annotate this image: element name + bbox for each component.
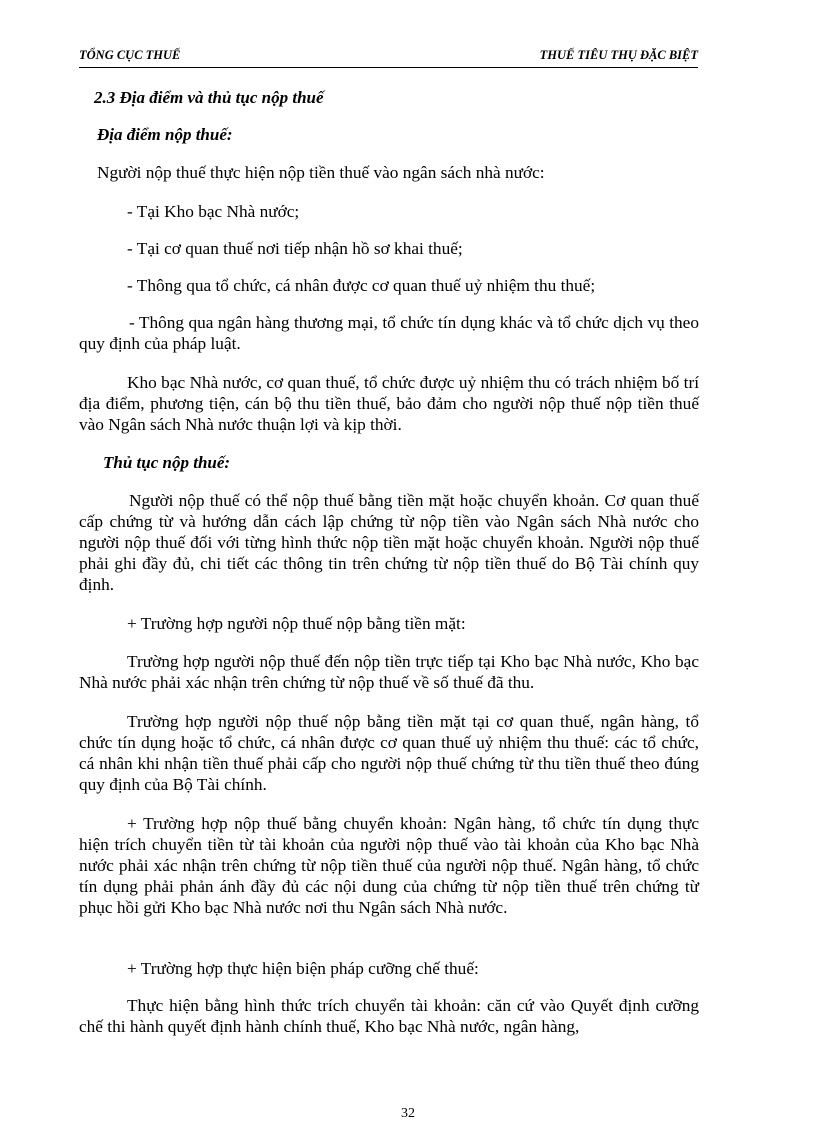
place-bullet: - Tại Kho bạc Nhà nước; [127,202,300,221]
procedure-heading: Thủ tục nộp thuế: [103,453,231,472]
place-bullet: - Thông qua tổ chức, cá nhân được cơ quan thuế uỷ nhiệm thu thuế; [127,276,596,295]
page-header [79,47,698,68]
header-chapter: THUẾ TIÊU THỤ ĐẶC BIỆT [539,48,698,62]
enforce-paragraph: Thực hiện bằng hình thức trích chuyển tài khoản: căn cứ vào Quyết định cưỡng chế thi hành quyết định hành chính thuế, Kho bạc Nhà nước, ngân hàng, [79,996,699,1036]
transfer-paragraph: + Trường hợp nộp thuế bằng chuyển khoản: Ngân hàng, tổ chức tín dụng thực hiện trích chuyển tiền từ tài khoản của người nộp thuế vào tài khoản của Kho bạc Nhà nước phải xác nhận trên chứng từ nộp tiền thuế của người nộp thuế. Ngân hàng, tổ chức tín dụng phải phản ánh đầy đủ các nội dung của chứng từ nộp tiền thuế trên chứng từ phục hồi gửi Kho bạc Nhà nước nơi thu Ngân sách Nhà nước. [79,814,699,917]
header-org: TỔNG CỤC THUẾ [79,48,181,62]
cash-heading: + Trường hợp người nộp thuế nộp bằng tiền mặt: [127,614,466,633]
place-note: Kho bạc Nhà nước, cơ quan thuế, tổ chức được uỷ nhiệm thu có trách nhiệm bố trí địa điểm, phương tiện, cán bộ thu tiền thuế, bảo đảm cho người nộp thuế nộp tiền thuế vào Ngân sách Nhà nước thuận lợi và kịp thời. [79,373,699,434]
cash-paragraph-1: Trường hợp người nộp thuế đến nộp tiền trực tiếp tại Kho bạc Nhà nước, Kho bạc Nhà nước phải xác nhận trên chứng từ nộp thuế về số thuế đã thu. [79,652,699,692]
place-intro: Người nộp thuế thực hiện nộp tiền thuế vào ngân sách nhà nước: [97,163,545,182]
procedure-paragraph: Người nộp thuế có thể nộp thuế bằng tiền mặt hoặc chuyển khoản. Cơ quan thuế cấp chứng từ và hướng dẫn cách lập chứng từ nộp tiền vào Ngân sách Nhà nước cho người nộp thuế đối với từng hình thức nộp tiền mặt hoặc chuyển khoản. Người nộp thuế phải ghi đầy đủ, chi tiết các thông tin trên chứng từ nộp tiền thuế do Bộ Tài chính quy định. [79,491,699,594]
place-bullet: - Thông qua ngân hàng thương mại, tổ chức tín dụng khác và tổ chức dịch vụ theo quy định của pháp luật. [79,313,699,353]
cash-paragraph-2: Trường hợp người nộp thuế nộp bằng tiền mặt tại cơ quan thuế, ngân hàng, tổ chức tín dụng hoặc tổ chức, cá nhân được cơ quan thuế uỷ nhiệm thu thuế: các tổ chức, cá nhân khi nhận tiền thuế phải cấp cho người nộp thuế chứng từ thu tiền thuế theo đúng quy định của Bộ Tài chính. [79,712,699,794]
section-title: 2.3 Địa điểm và thủ tục nộp thuế [94,88,324,107]
place-heading: Địa điểm nộp thuế: [97,125,233,144]
page-number: 32 [401,1106,415,1121]
enforce-heading: + Trường hợp thực hiện biện pháp cưỡng chế thuế: [127,959,479,978]
place-bullet: - Tại cơ quan thuế nơi tiếp nhận hồ sơ khai thuế; [127,239,463,258]
